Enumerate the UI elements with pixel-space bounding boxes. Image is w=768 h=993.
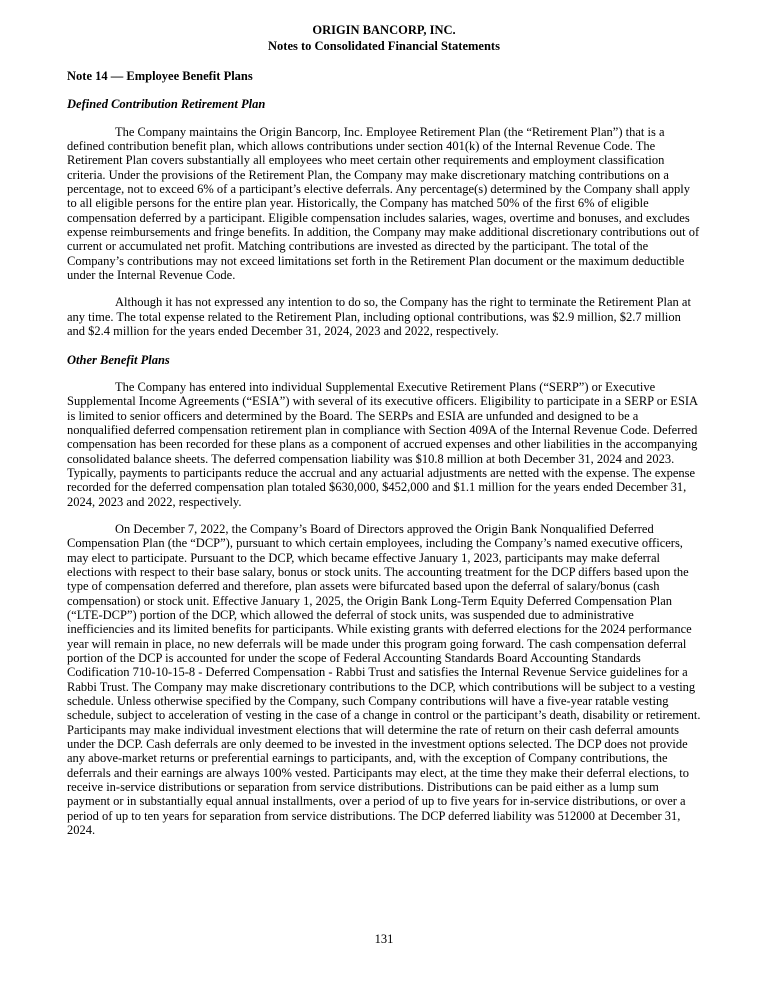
document-subtitle: Notes to Consolidated Financial Statements (268, 39, 500, 53)
paragraph-serp-esia: The Company has entered into individual Supplemental Executive Retirement Plans (“SERP”) or Executive Supplemental Income Agreements (“ESIA”) with several of its executive officers. Eligibility to participate in a SERP or ESIA is limited to senior officers and determined by the Board. The SERPs and ESIA are unfunded and designed to be a nonqualified deferred compensation retirement plan in compliance with Section 409A of the Internal Revenue Code. Deferred compensation has been recorded for these plans as a component of accrued expenses and other liabilities in the accompanying consolidated balance sheets. The deferred compensation liability was $10.8 million at both December 31, 2024 and 2023. Typically, payments to participants reduce the accrual and any actuarial adjustments are netted with the expense. The expense recorded for the deferred compensation plan totaled $630,000, $452,000 and $1.1 million for the years ended December 31, 2024, 2023 and 2022, respectively. (67, 379, 698, 509)
section-heading-defined-contribution-retirement-plan: Defined Contribution Retirement Plan (67, 97, 266, 112)
paragraph-retirement-plan-overview: The Company maintains the Origin Bancorp, Inc. Employee Retirement Plan (the “Retirement Plan”) that is a defined contribution benefit plan, which allows contributions under section 401(k) of the Internal Revenue Code. The Retirement Plan covers substantially all employees who meet certain other requirements and employment classification criteria. Under the provisions of the Retirement Plan, the Company may make discretionary matching contributions on a percentage, not to exceed 6% of a participant’s elective deferrals. Any percentage(s) determined by the Company shall apply to all eligible persons for the entire plan year. Historically, the Company has matched 50% of the first 6% of eligible compensation deferred by a participant. Eligible compensation includes salaries, wages, overtime and bonuses, and excludes expense reimbursements and fringe benefits. In addition, the Company may make additional discretionary contributions out of current or accumulated net profit. Matching contributions are invested as directed by the participant. The total of the Company’s contributions may not exceed limitations set forth in the Retirement Plan document or the maximum deductible under the Internal Revenue Code. (67, 124, 700, 283)
company-title: ORIGIN BANCORP, INC. (312, 23, 456, 37)
section-heading-other-benefit-plans: Other Benefit Plans (67, 352, 170, 367)
page-number: 131 (374, 931, 394, 946)
page-footer (0, 932, 768, 946)
paragraph-dcp: On December 7, 2022, the Company’s Board of Directors approved the Origin Bank Nonqualified Deferred Compensation Plan (the “DCP”), pursuant to which certain employees, including the Company’s named executive officers, may elect to participate. Pursuant to the DCP, which became effective January 1, 2023, participants may make deferral elections with respect to their base salary, bonus or stock units. The accounting treatment for the DCP differs based upon the type of compensation deferred and therefore, plan assets were bifurcated based upon the deferral of salary/bonus (cash compensation) or stock unit. Effective January 1, 2025, the Origin Bank Long-Term Equity Deferred Compensation Plan (“LTE-DCP”) portion of the DCP, which allowed the deferral of stock units, was suspended due to administrative inefficiencies and its limited benefits for participants. While existing grants with deferred elections for the 2024 performance year will remain in place, no new deferrals will be made under this program going forward. The cash compensation deferral portion of the DCP is accounted for under the scope of Federal Accounting Standards Board Accounting Standards Codification 710-10-15-8 - Deferred Compensation - Rabbi Trust and satisfies the Internal Revenue Service guidelines for a Rabbi Trust. The Company may make discretionary contributions to the DCP, which contributions will be subject to a vesting schedule. Unless otherwise specified by the Company, such Company contributions will have a five-year ratable vesting schedule, subject to acceleration of vesting in the case of a change in control or the participant’s death, disability or retirement. Participants may make individual investment elections that will determine the rate of return on their cash deferral amounts under the DCP. Cash deferrals are only deemed to be invested in the investment options selected. The DCP does not provide any above-market returns or preferential earnings to participants, and, with the exception of Company contributions, the deferrals and their earnings are always 100% vested. Participants may elect, at the time they make their deferral elections, to receive in-service distributions or separation from service distributions. Distributions can be paid either as a lump sum payment or in substantially equal annual installments, over a period of up to five years for in-service distributions, or over a period of up to ten years for separation from service distributions. The DCP deferred liability was 512000 at December 31, 2024. (67, 521, 701, 838)
note-heading: Note 14 — Employee Benefit Plans (67, 69, 253, 83)
document-header (67, 22, 701, 54)
paragraph-retirement-plan-expense: Although it has not expressed any intention to do so, the Company has the right to terminate the Retirement Plan at any time. The total expense related to the Retirement Plan, including optional contributions, was $2.9 million, $2.7 million and $2.4 million for the years ended December 31, 2024, 2023 and 2022, respectively. (67, 295, 691, 339)
